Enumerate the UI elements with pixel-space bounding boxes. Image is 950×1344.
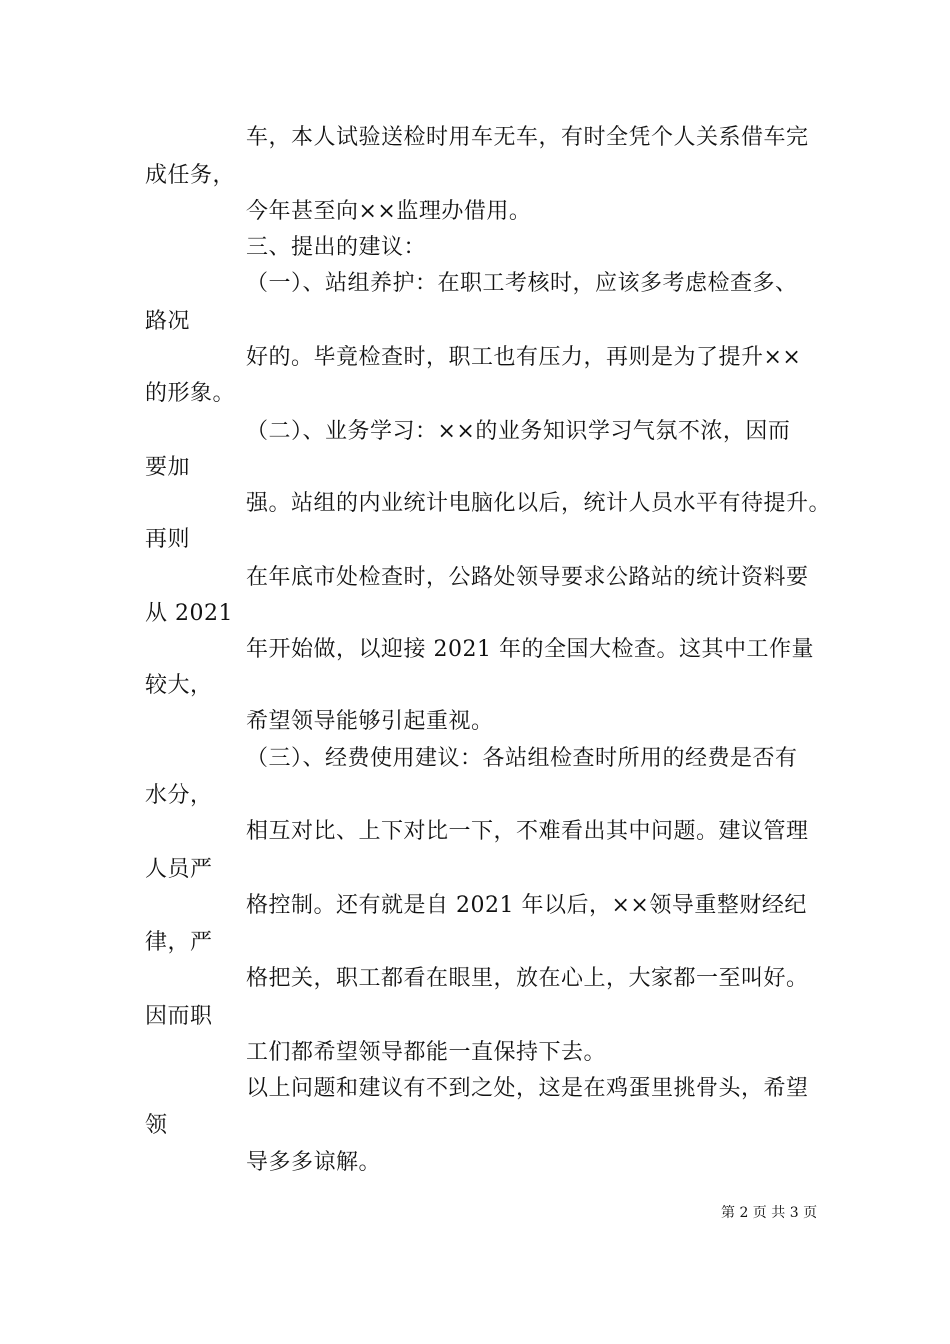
text-line-5: （一）、站组养护：在职工考核时，应该多考虑检查多、 bbox=[246, 271, 798, 296]
text-line-27: 以上问题和建议有不到之处，这是在鸡蛋里挑骨头，希望 bbox=[246, 1076, 809, 1101]
text-line-11: 强。站组的内业统计电脑化以后，统计人员水平有待提升。 bbox=[246, 491, 832, 516]
text-line-25: 因而职 bbox=[145, 1004, 213, 1029]
text-line-14: 从 2021 bbox=[145, 601, 233, 626]
page-number-footer: 第 2 页 共 3 页 bbox=[721, 1205, 818, 1221]
text-line-20: 相互对比、上下对比一下，不难看出其中问题。建议管理 bbox=[246, 819, 809, 844]
text-line-9: （二）、业务学习：××的业务知识学习气氛不浓，因而 bbox=[246, 419, 791, 444]
text-line-7: 好的。毕竟检查时，职工也有压力，再则是为了提升×× bbox=[246, 345, 802, 370]
text-line-19: 水分， bbox=[145, 783, 213, 808]
text-line-6: 路况 bbox=[145, 309, 191, 334]
text-line-8: 的形象。 bbox=[145, 381, 236, 406]
text-line-15: 年开始做，以迎接 2021 年的全国大检查。这其中工作量 bbox=[246, 637, 814, 662]
text-line-29: 导多多谅解。 bbox=[246, 1150, 382, 1175]
text-line-2: 成任务， bbox=[145, 163, 236, 188]
text-line-12: 再则 bbox=[145, 527, 191, 552]
text-line-21: 人员严 bbox=[145, 857, 213, 882]
text-line-18: （三）、经费使用建议：各站组检查时所用的经费是否有 bbox=[246, 746, 798, 771]
text-line-16: 较大， bbox=[145, 673, 213, 698]
text-line-3: 今年甚至向××监理办借用。 bbox=[246, 199, 532, 224]
text-line-28: 领 bbox=[145, 1113, 168, 1138]
text-line-23: 律，严 bbox=[145, 930, 213, 955]
text-line-22: 格控制。还有就是自 2021 年以后，××领导重整财经纪 bbox=[246, 893, 807, 918]
text-line-24: 格把关，职工都看在眼里，放在心上，大家都一至叫好。 bbox=[246, 966, 809, 991]
section-heading-suggestions: 三、提出的建议： bbox=[246, 235, 427, 260]
text-line-1: 车，本人试验送检时用车无车，有时全凭个人关系借车完 bbox=[246, 125, 809, 150]
text-line-13: 在年底市处检查时，公路处领导要求公路站的统计资料要 bbox=[246, 565, 809, 590]
text-line-10: 要加 bbox=[145, 455, 191, 480]
text-line-17: 希望领导能够引起重视。 bbox=[246, 709, 494, 734]
text-line-26: 工们都希望领导都能一直保持下去。 bbox=[246, 1040, 607, 1065]
